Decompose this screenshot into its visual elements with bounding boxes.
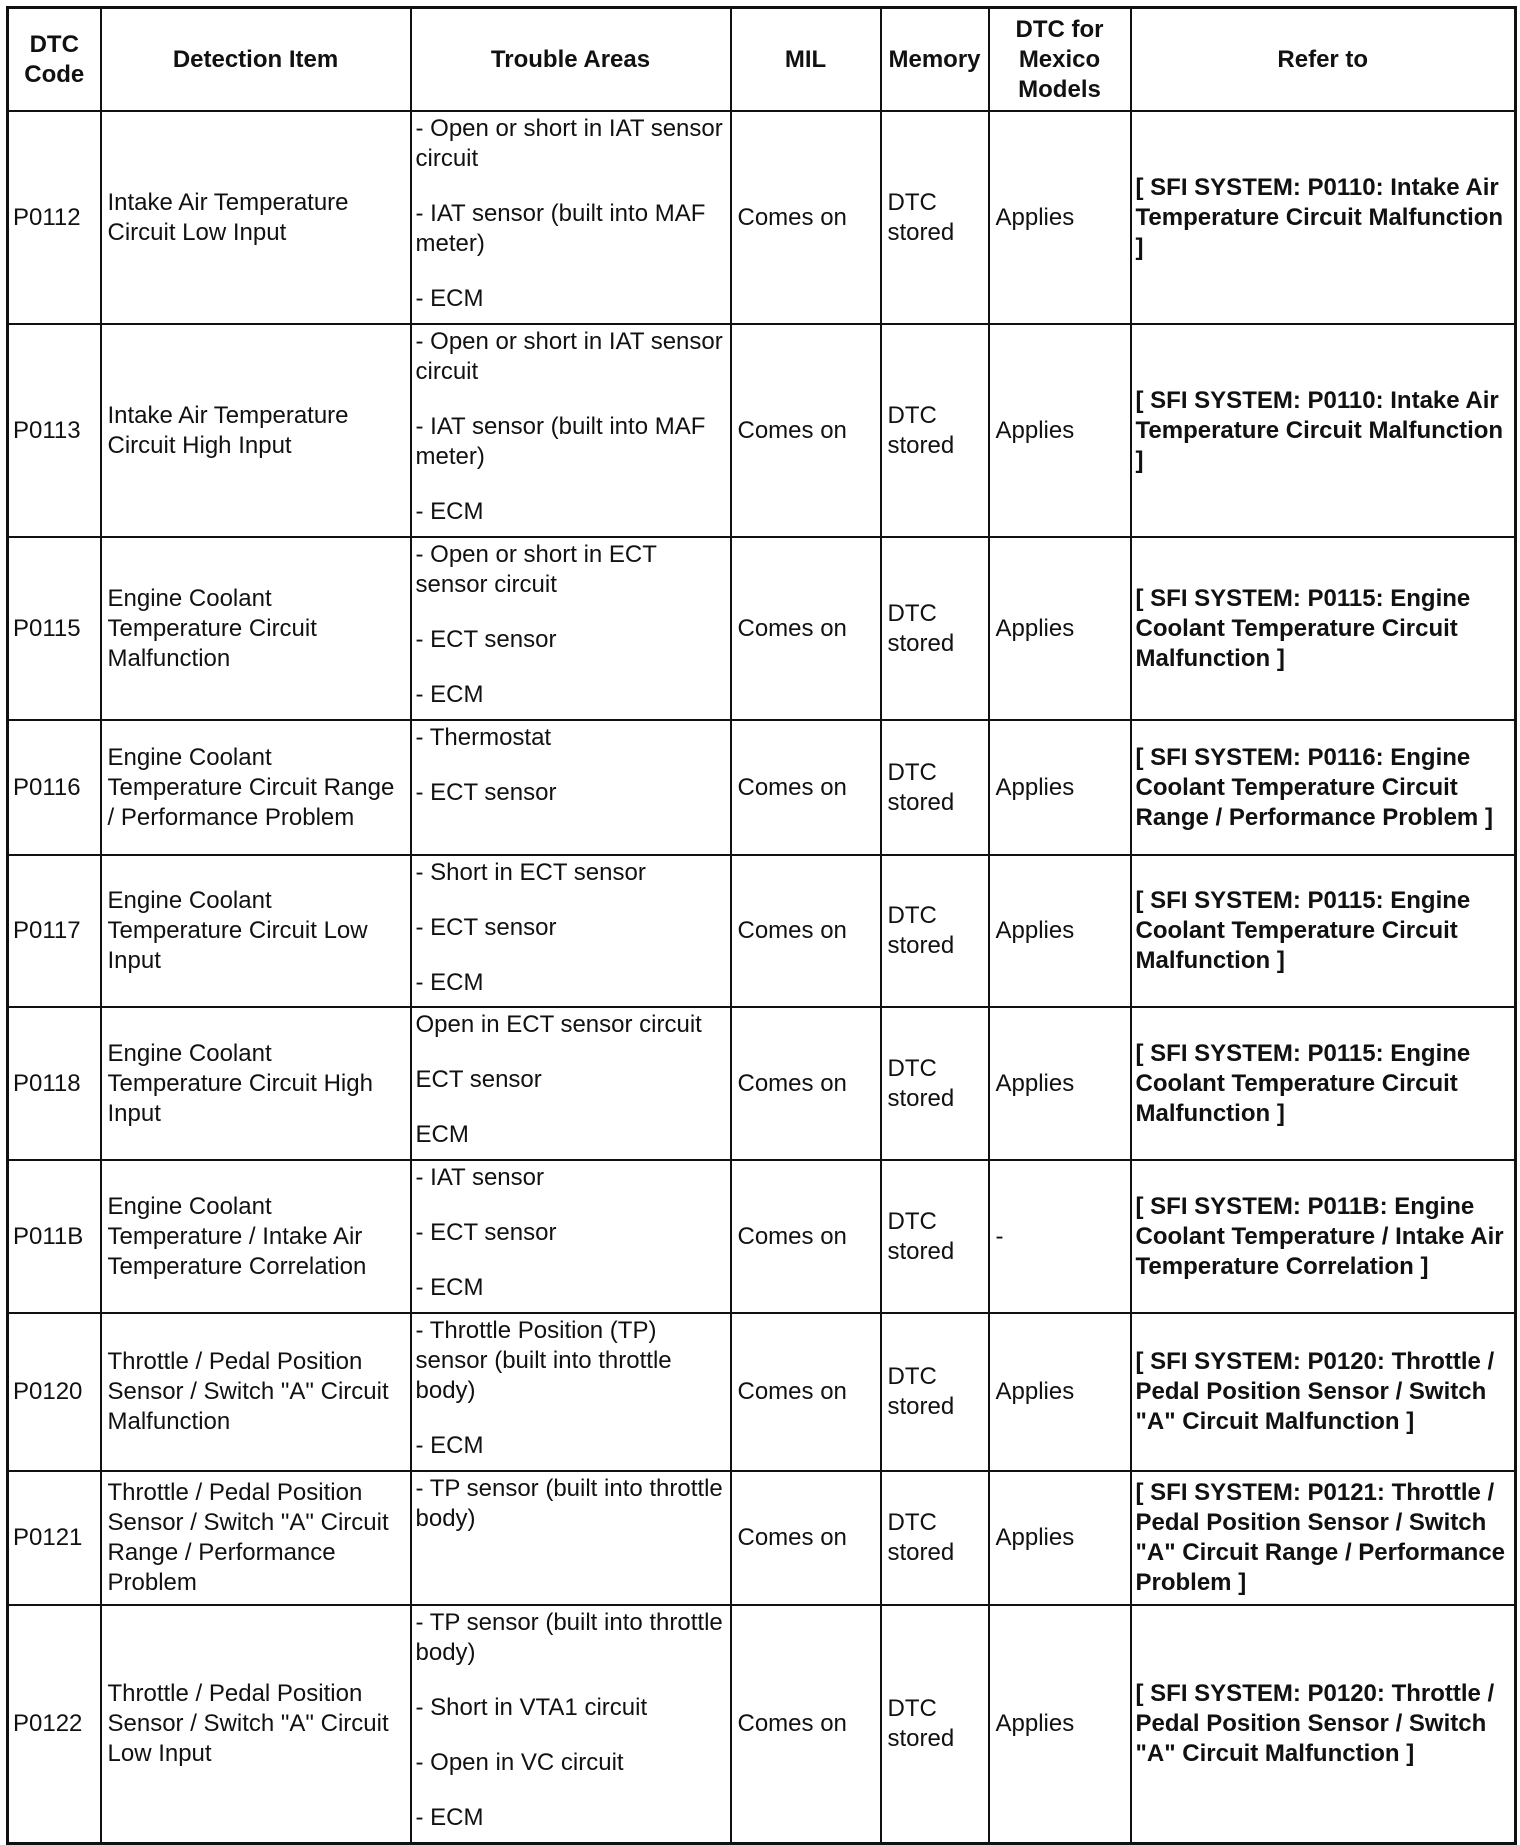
mexico-models-cell: Applies [989, 324, 1131, 537]
header-refer-to: Refer to [1131, 8, 1516, 112]
dtc-code-cell: P0115 [8, 537, 101, 720]
mexico-models-cell: Applies [989, 111, 1131, 324]
memory-cell: DTC stored [881, 537, 989, 720]
memory-cell: DTC stored [881, 1007, 989, 1160]
dtc-code-cell: P0116 [8, 720, 101, 855]
trouble-area-item: - Open or short in ECT sensor circuit [415, 541, 657, 598]
refer-to-cell: [ SFI SYSTEM: P0115: Engine Coolant Temperature Circuit Malfunction ] [1131, 537, 1516, 720]
trouble-area-item: - Open in VC circuit [415, 1749, 624, 1776]
trouble-area-item: - ECM [415, 285, 484, 312]
memory-cell: DTC stored [881, 1313, 989, 1471]
header-dtc-code: DTC Code [8, 8, 101, 112]
table-row [8, 1471, 1516, 1605]
table-row [8, 1160, 1516, 1313]
memory-cell: DTC stored [881, 720, 989, 855]
refer-to-cell: [ SFI SYSTEM: P0120: Throttle / Pedal Position Sensor / Switch "A" Circuit Malfunction ] [1131, 1313, 1516, 1471]
mil-cell: Comes on [731, 1471, 881, 1605]
table-body [8, 111, 1516, 1843]
refer-to-cell: [ SFI SYSTEM: P0121: Throttle / Pedal Position Sensor / Switch "A" Circuit Range / Performance Problem ] [1131, 1471, 1516, 1605]
memory-cell: DTC stored [881, 1471, 989, 1605]
table-row [8, 1313, 1516, 1471]
dtc-code-cell: P0117 [8, 855, 101, 1007]
trouble-areas-cell [411, 1313, 731, 1471]
trouble-areas-cell [411, 855, 731, 1007]
trouble-area-item: ECM [415, 1121, 469, 1148]
trouble-area-item: - Open or short in IAT sensor circuit [415, 328, 723, 385]
dtc-code-cell: P0122 [8, 1605, 101, 1843]
refer-to-cell: [ SFI SYSTEM: P0120: Throttle / Pedal Position Sensor / Switch "A" Circuit Malfunction ] [1131, 1605, 1516, 1843]
mil-cell: Comes on [731, 324, 881, 537]
dtc-table [6, 6, 1517, 1845]
memory-cell: DTC stored [881, 111, 989, 324]
header-memory: Memory [881, 8, 989, 112]
table-row [8, 1605, 1516, 1843]
table-row [8, 1007, 1516, 1160]
trouble-area-item: - Short in VTA1 circuit [415, 1694, 648, 1721]
trouble-area-item: Open in ECT sensor circuit [415, 1011, 702, 1038]
trouble-areas-cell [411, 324, 731, 537]
table-row [8, 537, 1516, 720]
memory-cell: DTC stored [881, 324, 989, 537]
mil-cell: Comes on [731, 1313, 881, 1471]
trouble-area-item: - IAT sensor (built into MAF meter) [415, 413, 706, 470]
refer-to-cell: [ SFI SYSTEM: P011B: Engine Coolant Temperature / Intake Air Temperature Correlation ] [1131, 1160, 1516, 1313]
mil-cell: Comes on [731, 720, 881, 855]
trouble-area-item: - ECM [415, 1804, 484, 1831]
trouble-area-item: - ECM [415, 1274, 484, 1301]
mexico-models-cell: Applies [989, 1471, 1131, 1605]
detection-item-cell: Engine Coolant Temperature Circuit Malfunction [101, 537, 411, 720]
mil-cell: Comes on [731, 1605, 881, 1843]
detection-item-cell: Intake Air Temperature Circuit Low Input [101, 111, 411, 324]
header-mil: MIL [731, 8, 881, 112]
refer-to-cell: [ SFI SYSTEM: P0110: Intake Air Temperature Circuit Malfunction ] [1131, 324, 1516, 537]
trouble-areas-cell [411, 537, 731, 720]
detection-item-cell: Intake Air Temperature Circuit High Input [101, 324, 411, 537]
trouble-area-item: - TP sensor (built into throttle body) [415, 1609, 723, 1666]
dtc-code-cell: P0112 [8, 111, 101, 324]
detection-item-cell: Engine Coolant Temperature Circuit High Input [101, 1007, 411, 1160]
trouble-area-item: - Short in ECT sensor [415, 859, 646, 886]
dtc-code-cell: P0113 [8, 324, 101, 537]
trouble-area-item: - Throttle Position (TP) sensor (built into throttle body) [415, 1317, 672, 1404]
trouble-area-item: - TP sensor (built into throttle body) [415, 1475, 723, 1532]
detection-item-cell: Engine Coolant Temperature Circuit Low Input [101, 855, 411, 1007]
trouble-areas-cell [411, 1471, 731, 1605]
header-detection-item: Detection Item [101, 8, 411, 112]
trouble-areas-cell [411, 1605, 731, 1843]
mexico-models-cell: Applies [989, 1007, 1131, 1160]
detection-item-cell: Engine Coolant Temperature / Intake Air Temperature Correlation [101, 1160, 411, 1313]
trouble-areas-cell [411, 1007, 731, 1160]
trouble-area-item: - Open or short in IAT sensor circuit [415, 115, 723, 172]
table-row [8, 855, 1516, 1007]
mil-cell: Comes on [731, 537, 881, 720]
mexico-models-cell: Applies [989, 537, 1131, 720]
refer-to-cell: [ SFI SYSTEM: P0115: Engine Coolant Temperature Circuit Malfunction ] [1131, 1007, 1516, 1160]
detection-item-cell: Throttle / Pedal Position Sensor / Switch "A" Circuit Range / Performance Problem [101, 1471, 411, 1605]
memory-cell: DTC stored [881, 1605, 989, 1843]
trouble-area-item: - ECT sensor [415, 1219, 557, 1246]
trouble-area-item: - ECT sensor [415, 626, 557, 653]
mil-cell: Comes on [731, 855, 881, 1007]
detection-item-cell: Throttle / Pedal Position Sensor / Switch "A" Circuit Malfunction [101, 1313, 411, 1471]
trouble-area-item: - ECM [415, 1432, 484, 1459]
header-trouble-areas: Trouble Areas [411, 8, 731, 112]
memory-cell: DTC stored [881, 1160, 989, 1313]
dtc-code-cell: P0120 [8, 1313, 101, 1471]
dtc-code-cell: P011B [8, 1160, 101, 1313]
mil-cell: Comes on [731, 111, 881, 324]
header-row [8, 8, 1516, 112]
table-row [8, 720, 1516, 855]
trouble-areas-cell [411, 720, 731, 855]
table-row [8, 324, 1516, 537]
mexico-models-cell: - [989, 1160, 1131, 1313]
trouble-area-item: - ECM [415, 681, 484, 708]
detection-item-cell: Throttle / Pedal Position Sensor / Switch "A" Circuit Low Input [101, 1605, 411, 1843]
detection-item-cell: Engine Coolant Temperature Circuit Range / Performance Problem [101, 720, 411, 855]
trouble-area-item: - IAT sensor [415, 1164, 544, 1191]
trouble-area-item: - Thermostat [415, 724, 552, 751]
dtc-code-cell: P0121 [8, 1471, 101, 1605]
trouble-areas-cell [411, 111, 731, 324]
memory-cell: DTC stored [881, 855, 989, 1007]
trouble-area-item: - ECT sensor [415, 779, 557, 806]
mexico-models-cell: Applies [989, 1605, 1131, 1843]
mil-cell: Comes on [731, 1160, 881, 1313]
mexico-models-cell: Applies [989, 720, 1131, 855]
refer-to-cell: [ SFI SYSTEM: P0116: Engine Coolant Temperature Circuit Range / Performance Problem ] [1131, 720, 1516, 855]
trouble-area-item: - ECT sensor [415, 914, 557, 941]
mexico-models-cell: Applies [989, 1313, 1131, 1471]
trouble-area-item: - ECM [415, 498, 484, 525]
refer-to-cell: [ SFI SYSTEM: P0110: Intake Air Temperature Circuit Malfunction ] [1131, 111, 1516, 324]
trouble-area-item: - ECM [415, 969, 484, 996]
dtc-code-cell: P0118 [8, 1007, 101, 1160]
trouble-area-item: - IAT sensor (built into MAF meter) [415, 200, 706, 257]
header-mexico-models: DTC for Mexico Models [989, 8, 1131, 112]
trouble-areas-cell [411, 1160, 731, 1313]
table-row [8, 111, 1516, 324]
trouble-area-item: ECT sensor [415, 1066, 542, 1093]
refer-to-cell: [ SFI SYSTEM: P0115: Engine Coolant Temperature Circuit Malfunction ] [1131, 855, 1516, 1007]
mil-cell: Comes on [731, 1007, 881, 1160]
mexico-models-cell: Applies [989, 855, 1131, 1007]
